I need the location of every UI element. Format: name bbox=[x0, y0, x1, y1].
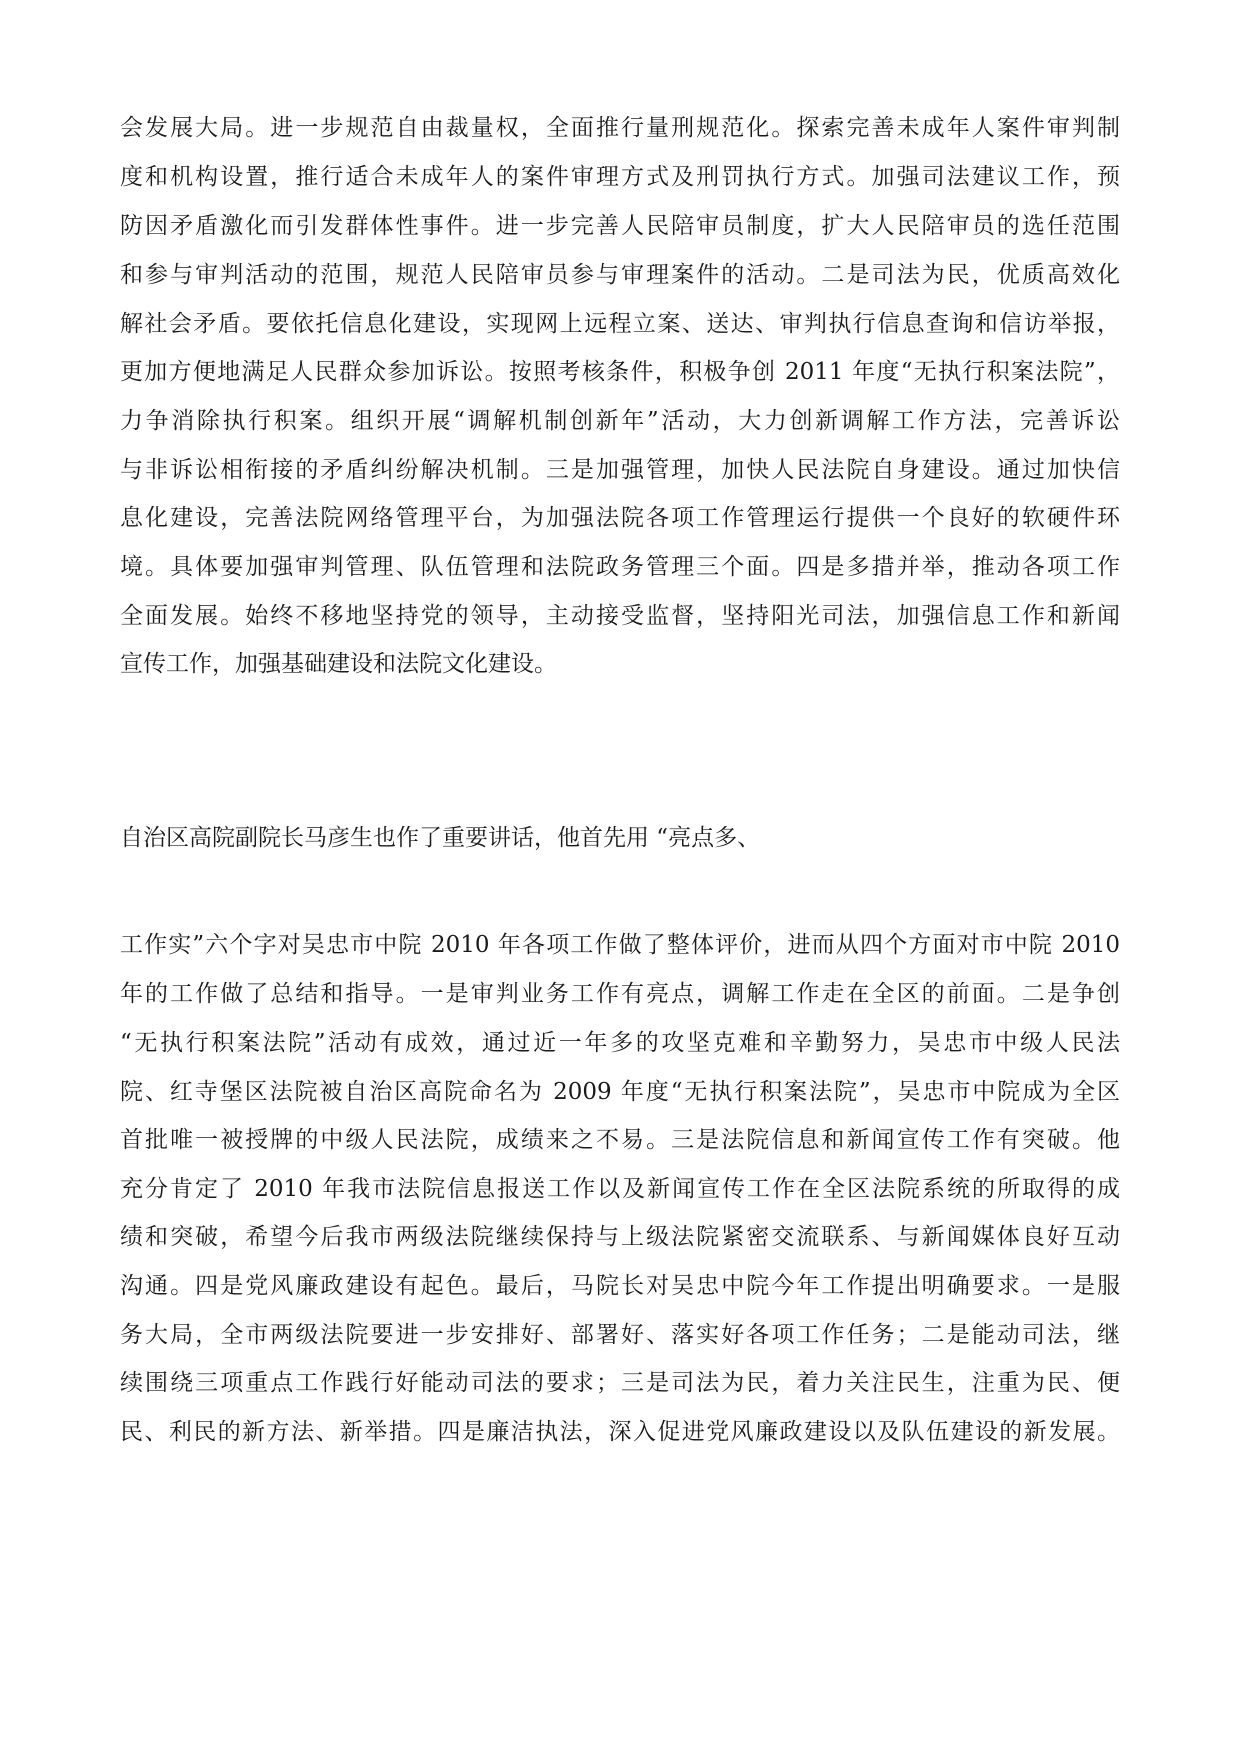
text-line: 充分肯定了 2010 年我市法院信息报送工作以及新闻宣传工作在全区法院系统的所取得的成 bbox=[120, 1176, 1120, 1202]
text-line: 全面发展。始终不移地坚持党的领导，主动接受监督，坚持阳光司法，加强信息工作和新闻 bbox=[120, 603, 1120, 629]
text-line: 和参与审判活动的范围，规范人民陪审员参与审理案件的活动。二是司法为民，优质高效化 bbox=[120, 262, 1120, 288]
text-line: 沟通。四是党风廉政建设有起色。最后，马院长对吴忠中院今年工作提出明确要求。一是服 bbox=[120, 1273, 1120, 1299]
text-line: 与非诉讼相衔接的矛盾纠纷解决机制。三是加强管理，加快人民法院自身建设。通过加快信 bbox=[120, 457, 1120, 483]
text-line: 续围绕三项重点工作践行好能动司法的要求；三是司法为民，着力关注民生，注重为民、便 bbox=[120, 1370, 1120, 1396]
text-line: 防因矛盾激化而引发群体性事件。进一步完善人民陪审员制度，扩大人民陪审员的选任范围 bbox=[120, 213, 1120, 239]
text-line: 工作实”六个字对吴忠市中院 2010 年各项工作做了整体评价，进而从四个方面对市中院 2010 bbox=[120, 932, 1120, 958]
text-line: “无执行积案法院”活动有成效，通过近一年多的攻坚克难和辛勤努力，吴忠市中级人民法 bbox=[120, 1030, 1120, 1056]
text-line: 解社会矛盾。要依托信息化建设，实现网上远程立案、送达、审判执行信息查询和信访举报， bbox=[120, 311, 1120, 337]
text-line: 自治区高院副院长马彦生也作了重要讲话，他首先用 “亮点多、 bbox=[120, 825, 761, 851]
text-line: 会发展大局。进一步规范自由裁量权，全面推行量刑规范化。探索完善未成年人案件审判制 bbox=[120, 115, 1120, 141]
text-line: 首批唯一被授牌的中级人民法院，成绩来之不易。三是法院信息和新闻宣传工作有突破。他 bbox=[120, 1127, 1120, 1153]
text-line: 年的工作做了总结和指导。一是审判业务工作有亮点，调解工作走在全区的前面。二是争创 bbox=[120, 981, 1120, 1007]
text-line: 宣传工作，加强基础建设和法院文化建设。 bbox=[120, 651, 557, 677]
text-line: 绩和突破，希望今后我市两级法院继续保持与上级法院紧密交流联系、与新闻媒体良好互动 bbox=[120, 1224, 1120, 1250]
text-line: 民、利民的新方法、新举措。四是廉洁执法，深入促进党风廉政建设以及队伍建设的新发展。 bbox=[120, 1419, 1120, 1445]
text-line: 度和机构设置，推行适合未成年人的案件审理方式及刑罚执行方式。加强司法建议工作，预 bbox=[120, 164, 1120, 190]
text-line: 院、红寺堡区法院被自治区高院命名为 2009 年度“无执行积案法院”，吴忠市中院成为全区 bbox=[120, 1079, 1120, 1105]
text-line: 力争消除执行积案。组织开展“调解机制创新年”活动，大力创新调解工作方法，完善诉讼 bbox=[120, 408, 1120, 434]
text-line: 息化建设，完善法院网络管理平台，为加强法院各项工作管理运行提供一个良好的软硬件环 bbox=[120, 505, 1120, 531]
text-line: 更加方便地满足人民群众参加诉讼。按照考核条件，积极争创 2011 年度“无执行积案法院”， bbox=[120, 359, 1120, 385]
text-line: 务大局，全市两级法院要进一步安排好、部署好、落实好各项工作任务；二是能动司法，继 bbox=[120, 1322, 1120, 1348]
text-line: 境。具体要加强审判管理、队伍管理和法院政务管理三个面。四是多措并举，推动各项工作 bbox=[120, 554, 1120, 580]
